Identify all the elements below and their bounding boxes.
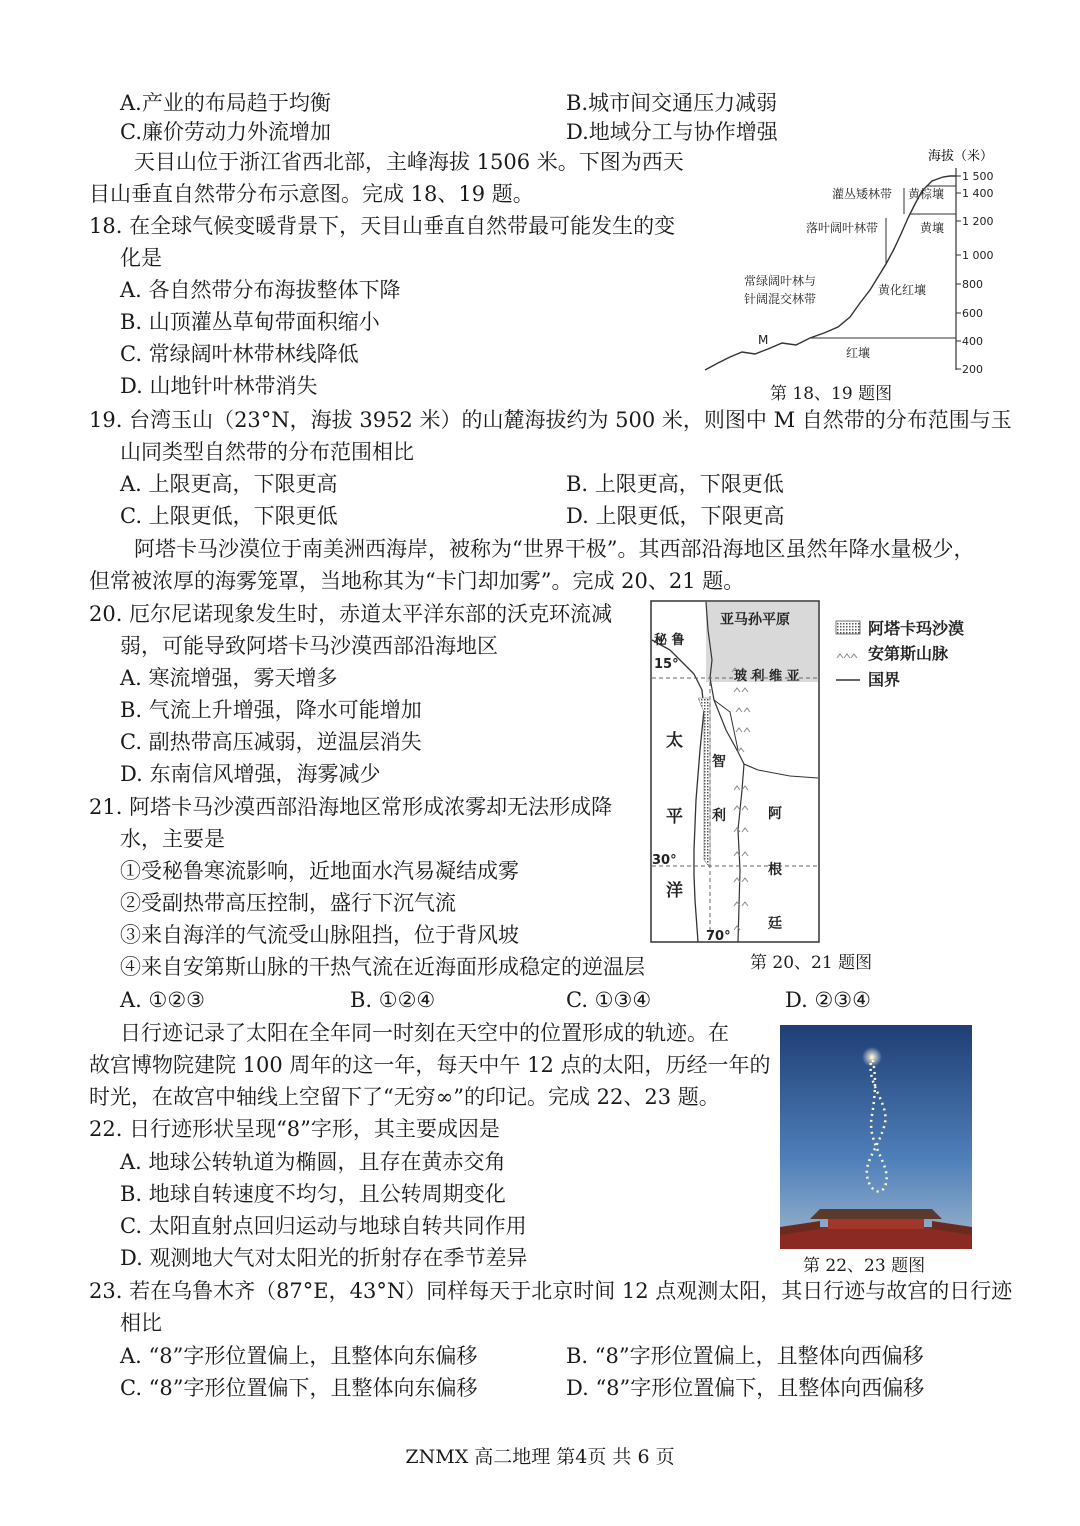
q18-option-b: B. 山顶灌丛草甸带面积缩小: [120, 310, 380, 334]
q17-option-a: A.产业的布局趋于均衡: [120, 91, 331, 115]
tick-1500: 1 500: [962, 170, 994, 183]
label-argentina-1: 阿: [768, 806, 782, 822]
q17-option-d: D.地域分工与协作增强: [566, 120, 778, 144]
tick-600: 600: [962, 307, 983, 320]
passage-tianmu-line1: 天目山位于浙江省西北部，主峰海拔 1506 米。下图为西天: [134, 150, 684, 174]
q20-option-c: C. 副热带高压减弱，逆温层消失: [120, 730, 422, 754]
figure-caption-18-19: 第 18、19 题图: [770, 384, 893, 404]
q21-option-d: D. ②③④: [785, 988, 871, 1012]
q21-statement-2: ②受副热带高压控制，盛行下沉气流: [120, 891, 456, 915]
q18-stem-line2: 化是: [120, 246, 162, 270]
tick-400: 400: [962, 335, 983, 348]
tick-1200: 1 200: [962, 215, 994, 228]
q21-stem-line2: 水，主要是: [120, 827, 225, 851]
label-pacific-1: 太: [666, 731, 683, 751]
q19-stem-line1: 19. 台湾玉山（23°N，海拔 3952 米）的山麓海拔约为 500 米，则图中 M 自然带的分布范围与玉: [89, 408, 1012, 432]
altitude-axis-title: 海拔（米）: [928, 149, 994, 164]
q18-option-d: D. 山地针叶林带消失: [120, 374, 318, 398]
q23-stem-line1: 23. 若在乌鲁木齐（87°E，43°N）同样每天于北京时间 12 点观测太阳，其日行迹与故宫的日行迹: [89, 1279, 1013, 1303]
soil-yellow-red-label: 黄化红壤: [878, 283, 927, 297]
label-chile-2: 利: [712, 808, 726, 824]
q18-stem-line1: 18. 在全球气候变暖背景下，天目山垂直自然带最可能发生的变: [89, 214, 676, 238]
q20-option-a: A. 寒流增强，雾天增多: [120, 666, 338, 690]
q21-option-a: A. ①②③: [120, 988, 205, 1012]
label-peru: 秘 鲁: [654, 633, 685, 648]
tick-800: 800: [962, 278, 983, 291]
zone-evergreen-label-1: 常绿阔叶林与: [744, 274, 817, 288]
q17-option-b: B.城市间交通压力减弱: [566, 91, 778, 115]
q22-option-a: A. 地球公转轨道为椭圆，且存在黄赤交角: [120, 1150, 506, 1174]
tick-1000: 1 000: [962, 249, 994, 262]
q21-statement-4: ④来自安第斯山脉的干热气流在近海面形成稳定的逆温层: [120, 955, 645, 979]
zone-deciduous-label: 落叶阔叶林带: [806, 221, 879, 235]
passage-analemma-line1: 日行迹记录了太阳在全年同一时刻在天空中的位置形成的轨迹。在: [120, 1021, 729, 1045]
passage-atacama-line2: 但常被浓厚的海雾笼罩，当地称其为“卡门却加雾”。完成 20、21 题。: [89, 569, 745, 593]
map-legend: [834, 614, 1004, 694]
label-lat15: 15°: [654, 657, 679, 672]
q18-option-a: A. 各自然带分布海拔整体下降: [120, 278, 401, 302]
q21-stem-line1: 21. 阿塔卡马沙漠西部沿海地区常形成浓雾却无法形成降: [89, 795, 613, 819]
passage-tianmu-line2: 目山垂直自然带分布示意图。完成 18、19 题。: [89, 182, 534, 206]
q23-stem-line2: 相比: [120, 1311, 162, 1335]
atacama-map: [650, 600, 830, 944]
mountain-profile: [705, 176, 956, 370]
page-footer: ZNMX 高二地理 第4页 共 6 页: [405, 1446, 675, 1468]
label-argentina-2: 根: [768, 862, 782, 878]
zone-evergreen-label-2: 针阔混交林带: [744, 292, 817, 306]
q23-option-a: A. “8”字形位置偏上，且整体向东偏移: [120, 1344, 478, 1368]
q23-option-c: C. “8”字形位置偏下，且整体向东偏移: [120, 1376, 478, 1400]
q22-option-d: D. 观测地大气对太阳光的折射存在季节差异: [120, 1246, 528, 1270]
q21-statement-1: ①受秘鲁寒流影响，近地面水汽易凝结成雾: [120, 859, 519, 883]
q22-option-b: B. 地球自转速度不均匀，且公转周期变化: [120, 1182, 506, 1206]
label-lon70: 70°: [706, 929, 731, 944]
figure-caption-20-21: 第 20、21 题图: [750, 953, 873, 973]
analemma-photo: [780, 1025, 972, 1249]
q20-stem-line2: 弱，可能导致阿塔卡马沙漠西部沿海地区: [120, 634, 498, 658]
label-pacific-3: 洋: [666, 881, 683, 901]
q22-option-c: C. 太阳直射点回归运动与地球自转共同作用: [120, 1214, 527, 1238]
q19-option-d: D. 上限更低，下限更高: [566, 504, 785, 528]
zone-m-label: M: [758, 333, 769, 347]
zone-shrub-label: 灌丛矮林带: [832, 187, 893, 201]
q21-statement-3: ③来自海洋的气流受山脉阻挡，位于背风坡: [120, 923, 519, 947]
palace-hall: [828, 1219, 924, 1229]
tick-1400: 1 400: [962, 187, 994, 200]
q18-option-c: C. 常绿阔叶林带林线降低: [120, 342, 359, 366]
q20-option-b: B. 气流上升增强，降水可能增加: [120, 698, 422, 722]
q20-option-d: D. 东南信风增强，海雾减少: [120, 762, 381, 786]
passage-analemma-line2: 故宫博物院建院 100 周年的这一年，每天中午 12 点的太阳，历经一年的: [89, 1053, 771, 1077]
soil-red-label: 红壤: [846, 346, 871, 360]
legend-andes-label: 安第斯山脉: [868, 644, 949, 663]
legend-border-label: 国界: [868, 670, 901, 689]
q19-option-b: B. 上限更高，下限更低: [566, 472, 784, 496]
label-bolivia: 玻 利 维 亚: [734, 669, 800, 684]
q21-option-b: B. ①②④: [350, 988, 436, 1012]
q23-option-d: D. “8”字形位置偏下，且整体向西偏移: [566, 1376, 925, 1400]
q22-stem: 22. 日行迹形状呈现“8”字形，其主要成因是: [89, 1117, 500, 1141]
q19-stem-line2: 山同类型自然带的分布范围相比: [120, 440, 414, 464]
q20-stem-line1: 20. 厄尔尼诺现象发生时，赤道太平洋东部的沃克环流减: [89, 602, 613, 626]
label-pacific-2: 平: [666, 807, 683, 827]
label-lat30: 30°: [652, 853, 677, 868]
label-amazon-plain: 亚马孙平原: [720, 612, 790, 628]
passage-analemma-line3: 时光，在故宫中轴线上空留下了“无穷∞”的印记。完成 22、23 题。: [89, 1085, 720, 1109]
q23-option-b: B. “8”字形位置偏上，且整体向西偏移: [566, 1344, 924, 1368]
legend-desert-swatch: [836, 621, 860, 634]
sun-glow: [862, 1047, 882, 1067]
q19-option-a: A. 上限更高，下限更高: [120, 472, 338, 496]
palace-roof: [810, 1209, 942, 1219]
q19-option-c: C. 上限更低，下限更低: [120, 504, 338, 528]
q17-option-c: C.廉价劳动力外流增加: [120, 120, 331, 144]
soil-yellow-brown-label: 黄棕壤: [908, 187, 945, 201]
legend-andes-swatch: [837, 654, 857, 658]
q21-option-c: C. ①③④: [566, 988, 652, 1012]
tick-200: 200: [962, 363, 983, 376]
legend-desert-label: 阿塔卡玛沙漠: [868, 619, 965, 638]
label-chile-1: 智: [712, 754, 726, 770]
soil-yellow-label: 黄壤: [920, 221, 945, 235]
label-argentina-3: 廷: [768, 916, 782, 932]
tianmu-zonation-figure: [700, 144, 1000, 376]
passage-atacama-line1: 阿塔卡马沙漠位于南美洲西海岸，被称为“世界干极”。其西部沿海地区虽然年降水量极少，: [134, 537, 975, 561]
figure-caption-22-23: 第 22、23 题图: [803, 1256, 926, 1276]
